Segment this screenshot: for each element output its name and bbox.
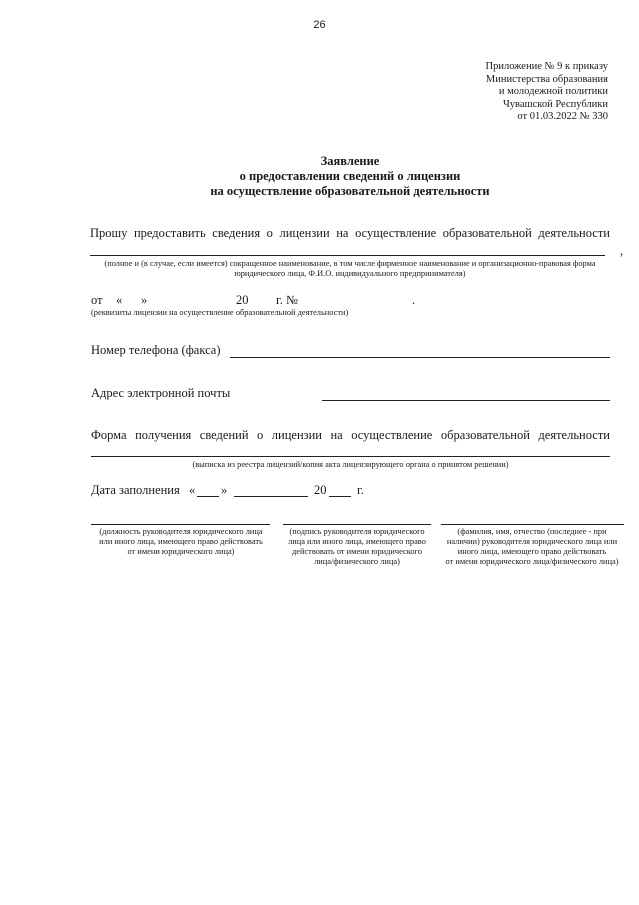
full-name-hint-line: наличии) руководителя юридического лица или <box>446 537 618 546</box>
signature-hint-line: лица/физического лица) <box>314 557 400 566</box>
date-g-label: г. <box>357 483 364 497</box>
signature-hint-line: действовать от имени юридического <box>292 547 422 556</box>
position-hint-line: или иного лица, имеющего право действовать <box>99 537 263 546</box>
request-text <box>90 226 610 241</box>
full-name-hint-line: иного лица, имеющего право действовать <box>457 547 607 556</box>
email-label: Адрес электронной почты <box>91 386 231 400</box>
form-hint: (выписка из реестра лицензий/копия акта лицензирующего органа о принятом решении) <box>192 460 509 469</box>
page-number: 26 <box>313 19 326 31</box>
request-word: сведения <box>212 226 261 240</box>
phone-field[interactable] <box>230 357 610 358</box>
appendix-line: Чувашской Республики <box>502 98 608 110</box>
applicant-hint-line: (полное и (в случае, если имеется) сокращенное наименование, в том числе фирменное наименование и организационно-правовая форма <box>104 259 596 268</box>
license-quote-open: « <box>116 293 123 307</box>
date-label: Дата заполнения <box>91 483 180 497</box>
form-word: деятельности <box>538 428 610 442</box>
applicant-hint <box>90 259 610 279</box>
license-number-label: г. № <box>276 293 298 307</box>
signature-hint-line: (подпись руководителя юридического <box>289 527 425 536</box>
appendix-header <box>486 61 609 124</box>
request-word: о <box>266 226 273 240</box>
request-word: образовательной <box>442 226 532 240</box>
signature-hint <box>272 527 442 567</box>
appendix-line: и молодежной политики <box>498 86 608 98</box>
license-dot: . <box>412 293 416 307</box>
position-hint-line: (должность руководителя юридического лица <box>99 527 263 536</box>
license-ot-label: от <box>91 293 103 307</box>
form-text <box>91 428 610 443</box>
form-word: получения <box>135 428 192 442</box>
appendix-line: от 01.03.2022 № 330 <box>517 111 608 123</box>
full-name-hint-line: (фамилия, имя, отчество (последнее - при <box>457 527 607 536</box>
request-word: лицензии <box>279 226 330 240</box>
form-word: на <box>330 428 343 442</box>
title-line: о предоставлении сведений о лицензии <box>239 169 461 183</box>
full-name-field[interactable] <box>441 524 624 525</box>
date-quote-close: » <box>221 483 228 497</box>
date-year-prefix: 20 <box>314 483 327 497</box>
applicant-hint-line: юридического лица, Ф.И.О. индивидуального предпринимателя) <box>234 269 466 278</box>
email-field[interactable] <box>322 400 610 401</box>
license-quote-close: » <box>141 293 148 307</box>
form-word: Форма <box>91 428 127 442</box>
position-hint <box>81 527 281 557</box>
license-year: 20 <box>236 293 249 307</box>
full-name-hint <box>430 527 634 567</box>
form-field[interactable] <box>91 456 610 457</box>
form-word: о <box>257 428 264 442</box>
form-word: образовательной <box>440 428 530 442</box>
appendix-line: Министерства образования <box>485 73 608 85</box>
trailing-comma: , <box>620 244 624 258</box>
position-field[interactable] <box>91 524 270 525</box>
title-line: на осуществление образовательной деятельности <box>210 184 490 198</box>
date-quote-open: « <box>189 483 196 497</box>
form-word: лицензии <box>271 428 322 442</box>
date-year-field[interactable] <box>329 496 351 497</box>
title-line: Заявление <box>320 154 380 168</box>
full-name-hint-line: от имени юридического лица/физического лица) <box>445 557 619 566</box>
license-hint: (реквизиты лицензии на осуществление образовательной деятельности) <box>91 308 349 317</box>
date-month-field[interactable] <box>234 496 308 497</box>
form-word: осуществление <box>351 428 433 442</box>
signature-field[interactable] <box>283 524 431 525</box>
phone-label: Номер телефона (факса) <box>91 343 221 357</box>
appendix-line: Приложение № 9 к приказу <box>485 61 608 72</box>
request-word: на <box>336 226 349 240</box>
document-title <box>150 154 550 199</box>
request-word: Прошу <box>90 226 128 240</box>
position-hint-line: от имени юридического лица) <box>127 547 235 556</box>
signature-hint-line: лица или иного лица, имеющего право <box>288 537 426 546</box>
applicant-name-field[interactable] <box>90 255 605 256</box>
request-word: предоставить <box>133 226 206 240</box>
request-word: деятельности <box>538 226 610 240</box>
form-word: сведений <box>199 428 249 442</box>
date-day-field[interactable] <box>197 496 219 497</box>
request-word: осуществление <box>355 226 437 240</box>
